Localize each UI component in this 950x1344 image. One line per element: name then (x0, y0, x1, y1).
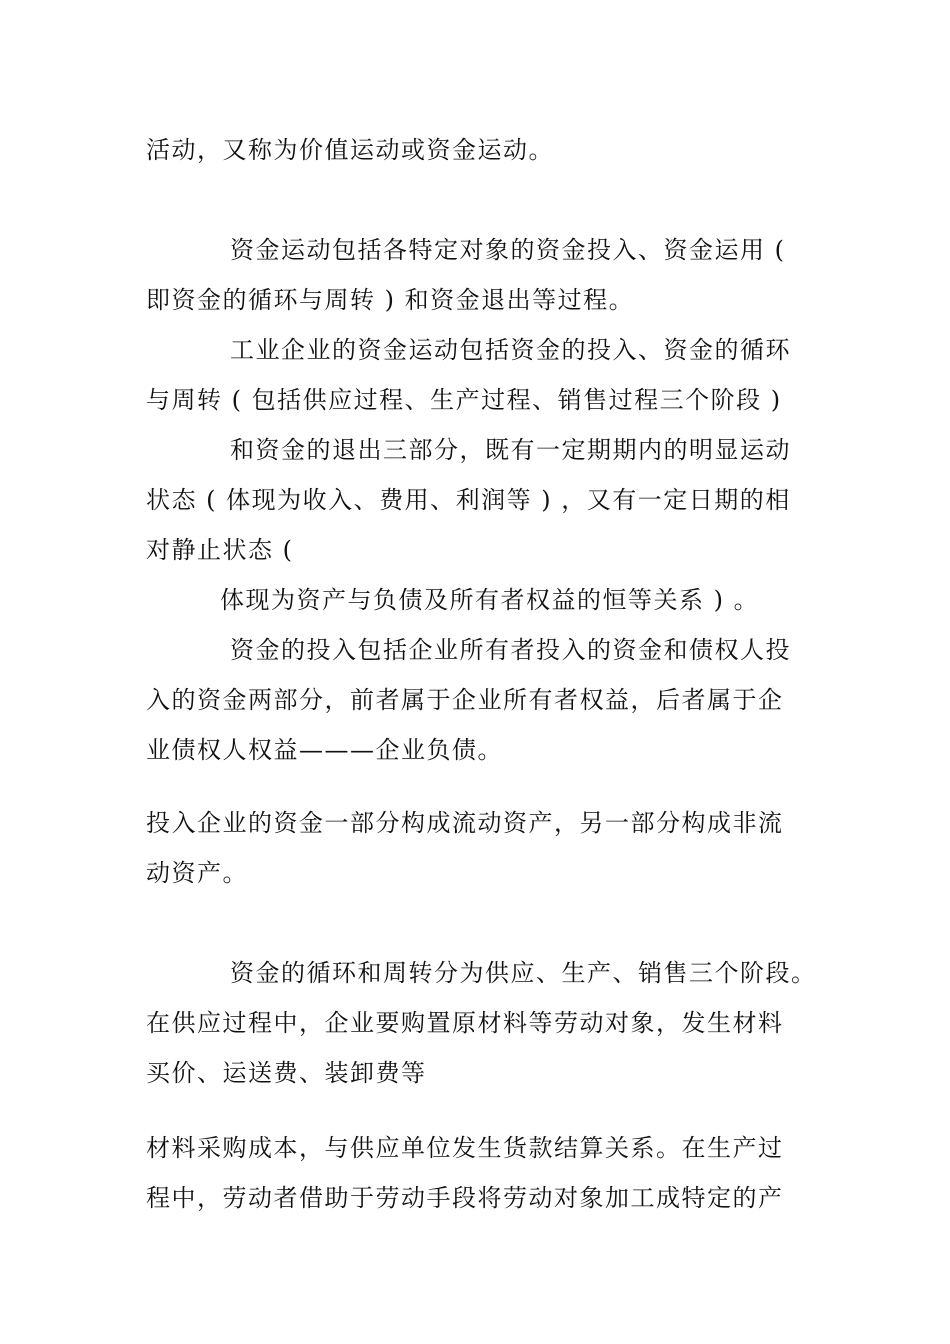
text-line-6: 和资金的退出三部分，既有一定期期内的明显运动 (230, 436, 791, 464)
text-line-5: 与周转 ( 包括供应过程、生产过程、销售过程三个阶段 ) (146, 386, 782, 414)
text-line-8: 对静止状态 ( (146, 536, 294, 564)
text-line-15: 资金的循环和周转分为供应、生产、销售三个阶段。 (230, 959, 817, 987)
text-line-4: 工业企业的资金运动包括资金的投入、资金的循环 (230, 336, 791, 364)
text-line-2: 资金运动包括各特定对象的资金投入、资金运用 ( (230, 236, 786, 264)
text-line-10: 资金的投入包括企业所有者投入的资金和债权人投 (230, 636, 791, 664)
text-line-9: 体现为资产与负债及所有者权益的恒等关系 ) 。 (220, 586, 760, 614)
text-line-3: 即资金的循环与周转 ) 和资金退出等过程。 (146, 286, 635, 314)
text-line-13: 投入企业的资金一部分构成流动资产，另一部分构成非流 (146, 809, 784, 837)
text-line-1: 活动，又称为价值运动或资金运动。 (146, 136, 554, 164)
text-line-16: 在供应过程中，企业要购置原材料等劳动对象，发生材料 (146, 1009, 784, 1037)
text-line-14: 动资产。 (146, 859, 248, 887)
text-line-12: 业债权人权益———企业负债。 (146, 736, 503, 764)
text-line-19: 程中，劳动者借助于劳动手段将劳动对象加工成特定的产 (146, 1184, 784, 1212)
text-line-17: 买价、运送费、装卸费等 (146, 1059, 427, 1087)
text-line-18: 材料采购成本，与供应单位发生货款结算关系。在生产过 (146, 1134, 784, 1162)
text-line-7: 状态 ( 体现为收入、费用、利润等 ) ，又有一定日期的相 (146, 486, 791, 514)
text-line-11: 入的资金两部分，前者属于企业所有者权益，后者属于企 (146, 686, 784, 714)
